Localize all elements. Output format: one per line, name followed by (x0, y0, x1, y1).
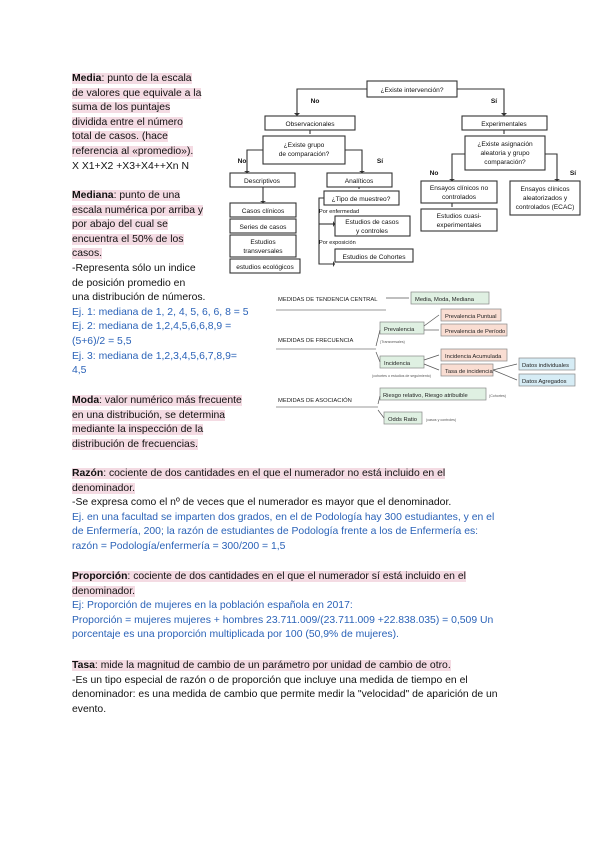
tipo-muestreo-label: ¿Tipo de muestreo? (331, 196, 391, 203)
no-label-2: No (237, 158, 247, 165)
grupo-comparacion-box (263, 136, 345, 164)
mediana-paragraph (72, 189, 248, 379)
prevalencia-sub-label: (Transversales) (380, 340, 405, 344)
incidencia-sub-label: (cohortes o estudios de seguimiento) (372, 374, 431, 378)
aleatorizados-label-1: Ensayos clínicos (520, 186, 570, 193)
proporcion-example-1: Ej: Proporción de mujeres en la población española en 2017: (72, 600, 353, 612)
descriptivos-label: Descriptivos (244, 178, 280, 185)
transversales-label-1: Estudios (250, 239, 276, 246)
media-term: Media (72, 73, 102, 84)
analiticos-label: Analíticos (344, 178, 374, 185)
mediana-def-4: encuentra el 50% de los (72, 233, 184, 245)
riesgo-note-label: (Cohortes) (489, 394, 506, 398)
odds-label: Odds Ratio (388, 417, 417, 423)
aleatorizados-label-3: controlados (ECAC) (515, 204, 575, 211)
media-paragraph (72, 72, 201, 174)
moda-def-2: en una distribución, se determina (72, 409, 226, 421)
mediana-def-3: por abajo del cual se (72, 219, 168, 231)
datos-individuales-label: Datos individuales (522, 363, 570, 369)
frecuencia-label: MEDIDAS DE FRECUENCIA (278, 338, 354, 344)
mediana-def-1: : punto de una (113, 190, 181, 201)
mediana-example-1: Ej. 1: mediana de 1, 2, 4, 5, 6, 6, 8 = 5 (72, 306, 249, 318)
mediana-plain-1: -Representa sólo un indice (72, 262, 196, 274)
si-label-3: Sí (569, 170, 577, 177)
razon-def-1: : cociente de dos cantidades en el que el numerador no está incluido en el (103, 468, 446, 479)
mediana-example-2: Ej. 2: mediana de 1,2,4,5,6,6,8,9 = (72, 321, 232, 333)
razon-def-2: denominador. (72, 482, 135, 494)
root-label: ¿Existe intervención? (380, 87, 444, 94)
moda-term: Moda (72, 395, 100, 406)
grupo-comparacion-label-2: de comparación? (278, 151, 330, 158)
tasa-plain-1: -Es un tipo especial de razón o de proporción que incluye una medida de tiempo en el (72, 674, 468, 686)
asignacion-label-2: aleatoria y grupo (480, 150, 530, 157)
proporcion-def-2: denominador. (72, 585, 135, 597)
moda-def-4: distribución de frecuencias. (72, 438, 198, 450)
observacionales-label: Observacionales (285, 121, 335, 128)
tasa-incidencia-label: Tasa de incidencia (445, 369, 493, 375)
riesgo-label: Riesgo relativo, Riesgo atribuible (383, 393, 468, 399)
media-def-5: total de casos. (hace (72, 131, 168, 143)
tendencia-items-label: Media, Moda, Mediana (415, 297, 474, 303)
no-controlados-label-2: controlados (441, 194, 477, 201)
media-def-3: suma de los puntajes (72, 102, 171, 114)
media-def-6: referencia al «promedio»). (72, 145, 194, 157)
series-casos-label: Series de casos (239, 224, 287, 231)
tasa-plain-3: evento. (72, 703, 107, 715)
cuasi-label-2: experimentales (436, 222, 482, 229)
media-def-2: de valores que equivale a la (72, 87, 202, 99)
proporcion-def-1: : cociente de dos cantidades en el que el numerador sí está incluido en el (127, 571, 466, 582)
mediana-plain-3: una distribución de números. (72, 292, 206, 304)
prev-puntual-label: Prevalencia Puntual (445, 314, 497, 320)
mediana-example-3: (5+6)/2 = 5,5 (72, 335, 132, 347)
study-design-diagram (227, 76, 582, 276)
experimentales-label: Experimentales (481, 121, 527, 128)
asignacion-label-3: comparación? (484, 159, 526, 166)
casos-controles-label-2: y controles (356, 228, 388, 235)
por-enfermedad-label: Por enfermedad (319, 209, 360, 215)
si-label-1: Sí (490, 98, 498, 105)
media-def-1: : punto de la escala (101, 73, 192, 84)
razon-example-1: Ej. en una facultad se imparten dos grados, en el de Podología hay 300 estudiantes, y en el (72, 511, 495, 523)
razon-paragraph (72, 467, 494, 555)
aleatorizados-label-2: aleatorizados y (522, 195, 568, 202)
tasa-term: Tasa (72, 660, 95, 671)
mediana-example-4: Ej. 3: mediana de 1,2,3,4,5,6,7,8,9= (72, 350, 237, 362)
mediana-example-5: 4,5 (72, 365, 87, 377)
razon-example-3: razón = Podología/enfermería = 300/200 = 1,5 (72, 540, 286, 552)
mediana-def-5: casos. (72, 248, 103, 260)
prev-periodo-label: Prevalencia de Período (445, 329, 506, 335)
no-controlados-label-1: Ensayos clínicos no (429, 185, 489, 192)
incidencia-label: Incidencia (384, 361, 411, 367)
razon-term: Razón (72, 468, 104, 479)
ecologicos-label: estudios ecológicos (236, 264, 294, 271)
measures-diagram (276, 286, 586, 426)
asociacion-label: MEDIDAS DE ASOCIACIÓN (278, 398, 352, 404)
tasa-paragraph (72, 659, 498, 717)
media-formula: X X1+X2 +X3+X4++Xn N (72, 160, 189, 172)
moda-def-1: : valor numérico más frecuente (99, 395, 242, 406)
casos-controles-label-1: Estudios de casos (345, 219, 399, 226)
no-label-3: No (429, 170, 439, 177)
media-def-4: dividida entre el número (72, 116, 183, 128)
moda-paragraph (72, 394, 242, 452)
tasa-plain-2: denominador: es una medida de cambio que permite medir la "velocidad" de aparición de un (72, 689, 498, 701)
proporcion-example-2: Proporción = mujeres mujeres + hombres 23.711.009/(23.711.009 +22.838.035) = 0,509 Un (72, 614, 494, 626)
tendencia-label: MEDIDAS DE TENDENCIA CENTRAL (278, 297, 378, 303)
no-label-1: No (310, 98, 320, 105)
inc-acumulada-label: Incidencia Acumulada (445, 354, 502, 360)
mediana-plain-2: de posición promedio en (72, 277, 186, 289)
proporcion-term: Proporción (72, 571, 128, 582)
transversales-label-2: transversales (243, 248, 283, 255)
datos-agregados-label: Datos Agregados (522, 379, 567, 385)
proporcion-paragraph (72, 570, 493, 643)
proporcion-example-3: porcentaje es una proporción multiplicada por 100 (50,9% de mujeres). (72, 629, 399, 641)
moda-def-3: mediante la inspección de la (72, 424, 204, 436)
tasa-def-1: : mide la magnitud de cambio de un parámetro por unidad de cambio de otro. (94, 660, 451, 671)
mediana-def-2: escala numérica por arriba y (72, 204, 204, 216)
asignacion-label-1: ¿Existe asignación (477, 141, 533, 148)
cohortes-label: Estudios de Cohortes (342, 254, 406, 261)
casos-clinicos-label: Casos clínicos (241, 208, 285, 215)
mediana-term: Mediana (72, 190, 114, 201)
prevalencia-label: Prevalencia (384, 327, 415, 333)
razon-example-2: de Enfermería, 200; la razón de estudiantes de Podología frente a los de Enfermería es: (72, 526, 479, 538)
odds-note-label: (casos y controles) (426, 418, 457, 422)
si-label-2: Sí (376, 158, 384, 165)
razon-plain: -Se expresa como el nº de veces que el numerador es mayor que el denominador. (72, 497, 452, 509)
cuasi-label-1: Estudios cuasi- (436, 213, 482, 220)
por-exposicion-label: Por exposición (319, 240, 356, 246)
grupo-comparacion-label-1: ¿Existe grupo (283, 142, 325, 149)
